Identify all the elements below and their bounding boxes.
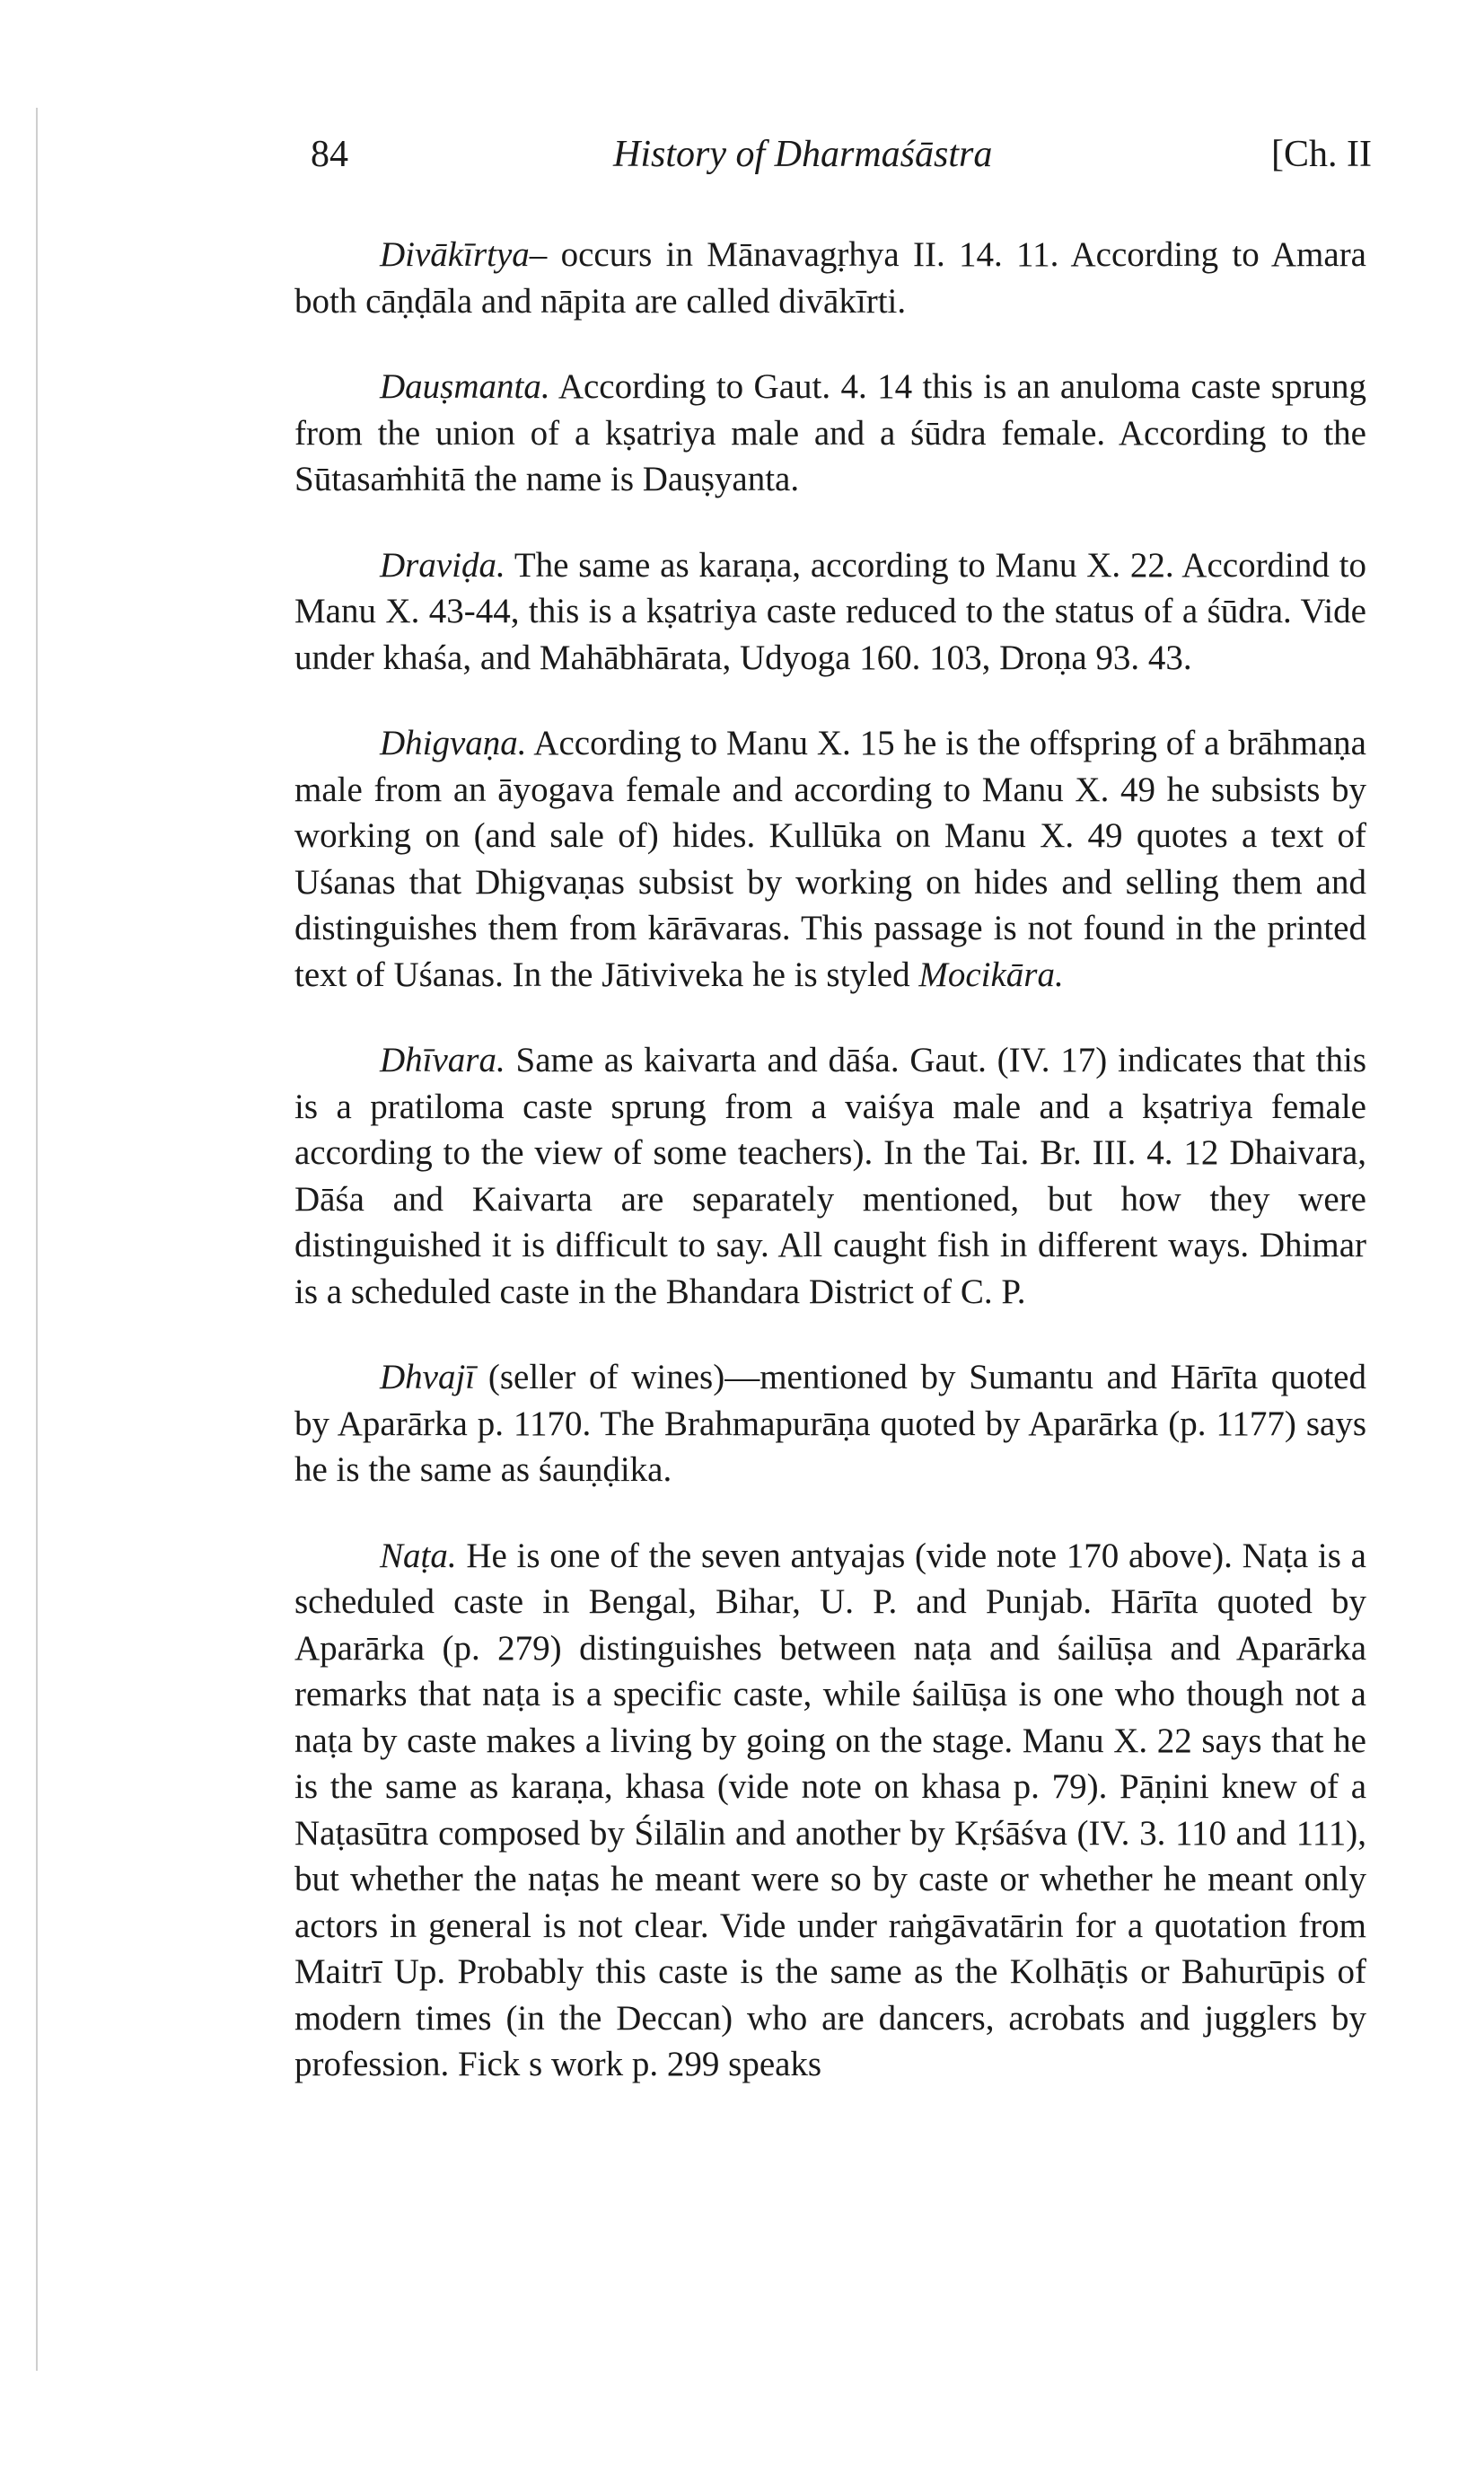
entry-text: Same as kaivarta and dāśa. Gaut. (IV. 17) indicates that this is a pratiloma caste sprung from a vaiśya male and a kṣatriya female according to the view of some teachers). In the Tai. Br. III. 4. 12 Dhaivara, Dāśa and Kaivarta are separately mentioned, but how they were distinguished it is difficult to say. All caught fish in different ways. Dhimar is a scheduled caste in the Bhandara District of C. P. xyxy=(294,1041,1366,1311)
entry-dausmanta xyxy=(294,364,1366,503)
entry-term: Dhvajī xyxy=(380,1358,476,1396)
body-text xyxy=(294,232,1366,2088)
entry-nata xyxy=(294,1533,1366,2088)
entry-dhivara xyxy=(294,1037,1366,1315)
entry-dravida xyxy=(294,542,1366,682)
entry-divakirtya xyxy=(294,232,1366,324)
running-head xyxy=(294,133,1372,187)
entry-term: Dhīvara. xyxy=(380,1041,505,1079)
page-number: 84 xyxy=(311,134,348,175)
entry-text: He is one of the seven antyajas (vide note 170 above). Naṭa is a scheduled caste in Bengal, Bihar, U. P. and Punjab. Hārīta quoted by Aparārka (p. 279) distinguishes between naṭa and śailūṣa and Aparārka remarks that naṭa is a specific caste, while śailūṣa is one who though not a naṭa by caste makes a living by going on the stage. Manu X. 22 says that he is the same as karaṇa, khasa (vide note on khasa p. 79). Pāṇini knew of a Naṭasūtra composed by Śilālin and another by Kṛśāśva (IV. 3. 110 and 111), but whether the naṭas he meant were so by caste or whether he meant only actors in general is not clear. Vide under raṅgāvatārin for a quotation from Maitrī Up. Probably this caste is the same as the Kolhāṭis or Bahurūpis of modern times (in the Deccan) who are dancers, acrobats and jugglers by profession. Fick s work p. 299 speaks xyxy=(294,1536,1366,2083)
entry-dhigvana xyxy=(294,720,1366,998)
entry-term: Naṭa. xyxy=(380,1536,457,1575)
entry-dhvaji xyxy=(294,1354,1366,1493)
entry-text: According to Gaut. 4. 14 this is an anuloma caste sprung from the union of a kṣatriya male and a śūdra female. According to the Sūtasaṁhitā the name is Dauṣyanta. xyxy=(294,367,1366,498)
entry-text: According to Manu X. 15 he is the offspring of a brāhmaṇa male from an āyogava female and according to Manu X. 49 he subsists by working on (and sale of) hides. Kullūka on Manu X. 49 quotes a text of Uśanas that Dhigvaṇas subsist by working on hides and selling them and distinguishes them from kārāvaras. This passage is not found in the printed text of Uśanas. In the Jātiviveka he is styled xyxy=(294,724,1366,994)
entry-text: – occurs in Mānavagṛhya II. 14. 11. According to Amara both cāṇḍāla and nāpita are called divākīrti. xyxy=(294,235,1366,321)
entry-text: The same as karaṇa, according to Manu X. 22. Accordind to Manu X. 43-44, this is a kṣatriya caste reduced to the status of a śūdra. Vide under khaśa, and Mahābhārata, Udyoga 160. 103, Droṇa 93. 43. xyxy=(294,545,1366,677)
scan-margin-shadow xyxy=(36,108,38,2371)
entry-term: Dhigvaṇa. xyxy=(380,724,527,762)
entry-term: Dauṣmanta. xyxy=(380,367,550,406)
running-title: History of Dharmaśāstra xyxy=(613,134,993,175)
entry-term: Divākīrtya xyxy=(380,235,530,274)
entry-text: (seller of wines)—mentioned by Sumantu and Hārīta quoted by Aparārka p. 1170. The Brahmapurāṇa quoted by Aparārka (p. 1177) says he is the same as śauṇḍika. xyxy=(294,1358,1366,1489)
chapter-label: [Ch. II xyxy=(1271,134,1372,175)
entry-term: Draviḍa. xyxy=(380,545,505,585)
entry-italic-tail: Mocikāra. xyxy=(918,955,1064,994)
